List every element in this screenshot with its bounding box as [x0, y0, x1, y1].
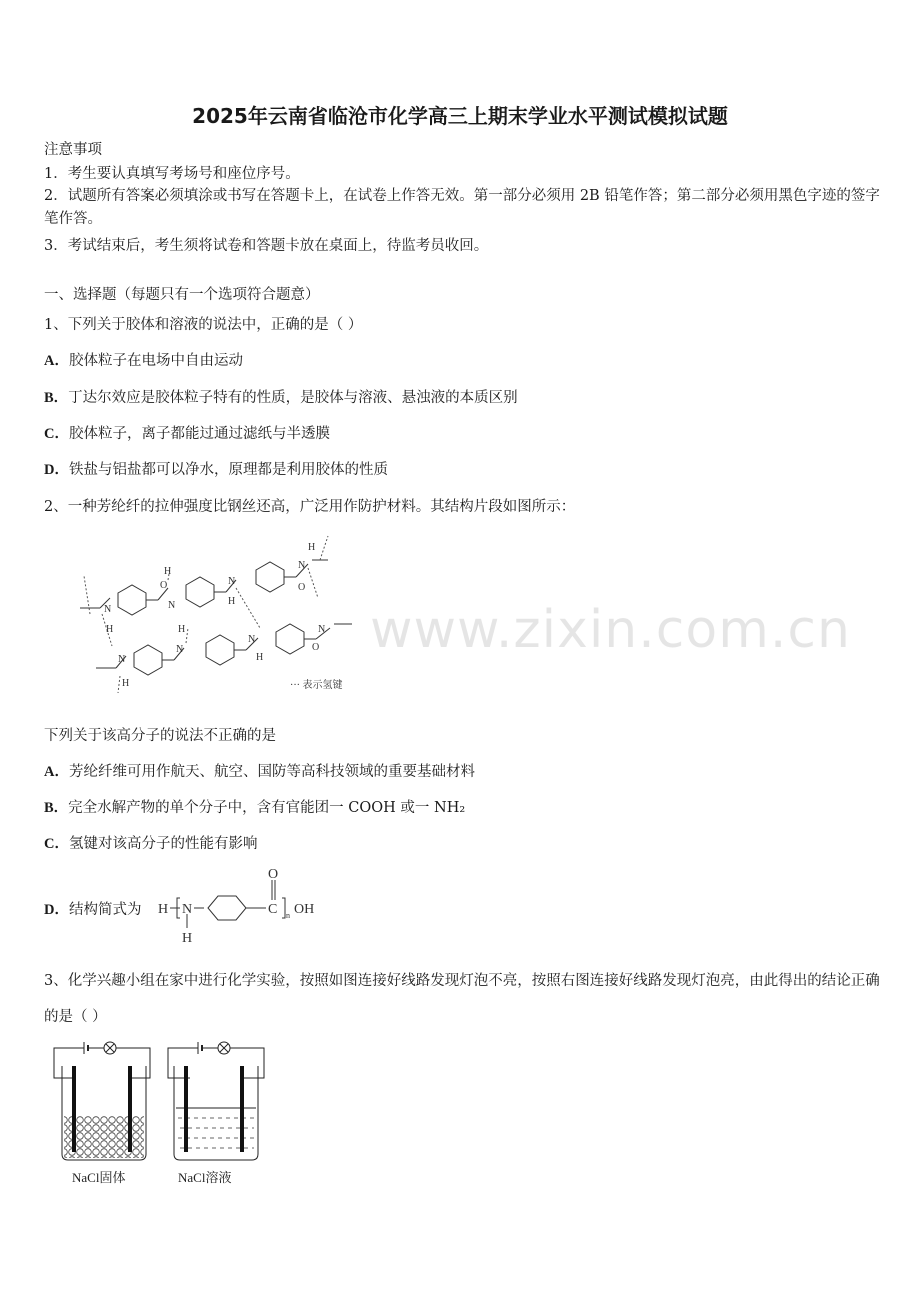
option-text: 氢键对该高分子的性能有影响 — [68, 836, 258, 852]
option-letter: B． — [44, 390, 69, 406]
svg-text:N: N — [104, 604, 112, 615]
svg-text:H: H — [308, 542, 316, 553]
svg-text:N: N — [176, 644, 184, 655]
svg-text:N: N — [118, 654, 126, 665]
watermark-text: www.zixin.com.cn — [370, 600, 851, 660]
option-letter: A． — [44, 353, 69, 369]
option-text: 胶体粒子在电场中自由运动 — [68, 353, 243, 369]
q1-option-d — [44, 458, 388, 479]
svg-text:H: H — [106, 624, 114, 635]
option-text: 结构简式为 — [68, 902, 142, 918]
svg-text:H: H — [158, 902, 169, 917]
svg-text:N: N — [248, 634, 256, 645]
option-letter: C． — [44, 836, 69, 852]
q2-option-d — [44, 898, 141, 919]
option-letter: A． — [44, 764, 69, 780]
q3-stem: 3、化学兴趣小组在家中进行化学实验，按照如图连接好线路发现灯泡不亮，按照右图连接好线路发现灯泡亮，由此得出的结论正确的是（ ） — [44, 973, 880, 1025]
svg-text:H: H — [122, 678, 130, 689]
q2-sub-stem: 下列关于该高分子的说法不正确的是 — [44, 728, 276, 744]
option-letter: D． — [44, 462, 69, 478]
option-letter: C． — [44, 426, 69, 442]
option-letter: D． — [44, 902, 69, 918]
svg-text:N: N — [318, 624, 326, 635]
page-title: 2025年云南省临沧市化学高三上期末学业水平测试模拟试题 — [192, 104, 728, 128]
svg-text:N: N — [182, 902, 193, 917]
svg-text:n: n — [286, 911, 290, 920]
svg-text:C: C — [268, 902, 278, 917]
q2-option-a — [44, 760, 475, 781]
notice-2: 2．试题所有答案必须填涂或书写在答题卡上，在试卷上作答无效。第一部分必须用 2B 铅笔作答；第二部分必须用黑色字迹的签字笔作答。 — [44, 188, 880, 227]
q2-option-b — [44, 796, 465, 817]
option-text: 铁盐与铝盐都可以净水，原理都是利用胶体的性质 — [68, 462, 388, 478]
option-letter: B． — [44, 800, 69, 816]
aramid-structure-figure — [60, 528, 370, 698]
option-text: 丁达尔效应是胶体粒子特有的性质，是胶体与溶液、悬浊液的本质区别 — [68, 390, 518, 406]
q1-option-a — [44, 349, 243, 370]
svg-text:H: H — [164, 566, 172, 577]
structural-formula-image — [156, 868, 326, 948]
svg-text:N: N — [168, 600, 176, 611]
svg-text:O: O — [268, 868, 279, 882]
q1-option-c — [44, 422, 330, 443]
notice-3: 3．考试结束后，考生须将试卷和答题卡放在桌面上，待监考员收回。 — [44, 238, 489, 254]
figure-legend: ··· 表示氢键 — [290, 680, 343, 691]
option-text: 完全水解产物的单个分子中，含有官能团一 COOH 或一 NH₂ — [68, 800, 466, 816]
svg-text:N: N — [228, 576, 236, 587]
svg-text:O: O — [298, 582, 306, 593]
notice-heading: 注意事项 — [44, 142, 102, 158]
circuit-experiment-figure — [44, 1036, 284, 1196]
svg-text:O: O — [160, 580, 168, 591]
q1-stem: 1、下列关于胶体和溶液的说法中，正确的是（ ） — [44, 317, 363, 333]
svg-text:H: H — [178, 624, 186, 635]
q2-stem: 2、一种芳纶纤的拉伸强度比钢丝还高，广泛用作防护材料。其结构片段如图所示： — [44, 499, 576, 515]
section-heading: 一、选择题（每题只有一个选项符合题意） — [44, 287, 320, 303]
svg-text:H: H — [182, 931, 193, 946]
left-beaker-label: NaCl固体 — [72, 1170, 126, 1185]
svg-text:OH: OH — [294, 902, 315, 917]
svg-text:N: N — [298, 560, 306, 571]
notice-1: 1．考生要认真填写考场号和座位序号。 — [44, 166, 300, 182]
q1-option-b — [44, 386, 518, 407]
svg-text:H: H — [228, 596, 236, 607]
svg-text:O: O — [312, 642, 320, 653]
q2-option-c — [44, 832, 257, 853]
option-text: 芳纶纤维可用作航天、航空、国防等高科技领域的重要基础材料 — [68, 764, 475, 780]
right-beaker-label: NaCl溶液 — [178, 1170, 232, 1185]
svg-text:H: H — [256, 652, 264, 663]
option-text: 胶体粒子，离子都能过通过滤纸与半透膜 — [68, 426, 330, 442]
